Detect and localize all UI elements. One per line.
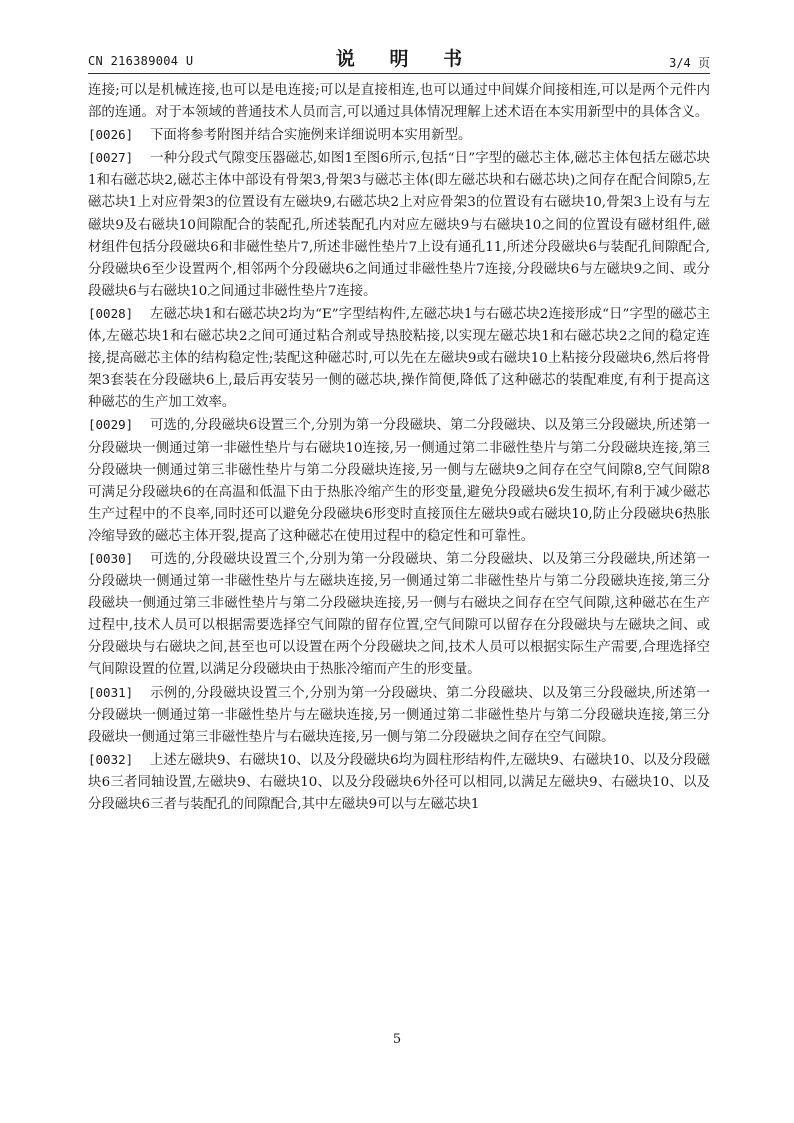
patent-number: CN 216389004 U bbox=[88, 54, 194, 68]
paragraph-0026 bbox=[88, 124, 710, 147]
paragraph-text: 一种分段式气隙变压器磁芯,如图1至图6所示,包括“日”字型的磁芯主体,磁芯主体包括左磁芯块1和右磁芯块2,磁芯主体中部设有骨架3,骨架3与磁芯主体(即左磁芯块和右磁芯块)之间存在配合间隙5,左磁芯块1上对应骨架3的位置设有左磁块9,右磁芯块2上对应骨架3的位置设有右磁块10,骨架3上设有与左磁块9及右磁块10间隙配合的装配孔,所述装配孔内对应左磁块9与右磁块10之间的位置设有磁材组件,磁材组件包括分段磁块6和非磁性垫片7,所述非磁性垫片7上设有通孔11,所述分段磁块6与装配孔间隙配合,分段磁块6至少设置两个,相邻两个分段磁块6之间通过非磁性垫片7连接,分段磁块6与左磁块9之间、或分段磁块6与右磁块10之间通过非磁性垫片7连接。 bbox=[88, 151, 710, 299]
document-body bbox=[88, 80, 710, 816]
paragraph-text: 上述左磁块9、右磁块10、以及分段磁块6均为圆柱形结构件,左磁块9、右磁块10、以及分段磁块6三者同轴设置,左磁块9、右磁块10、以及分段磁块6外径可以相同,以满足左磁块9、右磁块10、以及分段磁块6三者与装配孔的间隙配合,其中左磁块9可以与左磁芯块1 bbox=[88, 752, 710, 812]
paragraph-number: [0028] bbox=[88, 305, 134, 321]
document-title: 说 明 书 bbox=[335, 48, 477, 70]
intro-paragraph: 连接;可以是机械连接,也可以是电连接;可以是直接相连,也可以通过中间媒介间接相连,可以是两个元件内部的连通。对于本领域的普通技术人员而言,可以通过具体情况理解上述术语在本实用新型中的具体含义。 bbox=[88, 83, 710, 121]
paragraph-0031 bbox=[88, 682, 710, 749]
page-header bbox=[88, 44, 710, 72]
paragraph-0028 bbox=[88, 303, 710, 414]
paragraph-text: 可选的,分段磁块6设置三个,分别为第一分段磁块、第二分段磁块、以及第三分段磁块,所述第一分段磁块一侧通过第一非磁性垫片与右磁块10连接,另一侧通过第二非磁性垫片与第二分段磁块连接,第三分段磁块一侧通过第三非磁性垫片与第二分段磁块连接,另一侧与左磁块9之间存在空气间隙8,空气间隙8可满足分段磁块6的在高温和低温下由于热胀冷缩产生的形变量,避免分段磁块6发生损坏,有利于减少磁芯生产过程中的不良率,同时还可以避免分段磁块6形变时直接顶住左磁块9或右磁块10,防止分段磁块6热胀冷缩导致的磁芯主体开裂,提高了这种磁芯在使用过程中的稳定性和可靠性。 bbox=[88, 418, 710, 544]
paragraph-text: 下面将参考附图并结合实施例来详细说明本实用新型。 bbox=[150, 128, 472, 144]
page-number: 5 bbox=[392, 1032, 402, 1047]
header-rule bbox=[88, 73, 710, 74]
paragraph-number: [0027] bbox=[88, 150, 134, 166]
paragraph-0029 bbox=[88, 414, 710, 548]
paragraph-number: [0031] bbox=[88, 684, 134, 700]
paragraph-text: 左磁芯块1和右磁芯块2均为“E”字型结构件,左磁芯块1与右磁芯块2连接形成“日”字型的磁芯主体,左磁芯块1和右磁芯块2之间可通过粘合剂或导热胶粘接,以实现左磁芯块1和右磁芯块2之间的稳定连接,提高磁芯主体的结构稳定性;装配这种磁芯时,可以先在左磁块9或右磁块10上粘接分段磁块6,然后将骨架3套装在分段磁块6上,最后再安装另一侧的磁芯块,操作简便,降低了这种磁芯的装配难度,有利于提高这种磁芯的生产加工效率。 bbox=[88, 306, 710, 411]
paragraph-0030 bbox=[88, 548, 710, 682]
paragraph-0032 bbox=[88, 749, 710, 816]
paragraph-number: [0029] bbox=[88, 417, 134, 433]
page-info: 3/4 页 bbox=[669, 56, 710, 70]
paragraph-number: [0032] bbox=[88, 751, 134, 767]
paragraph-0027 bbox=[88, 147, 710, 303]
paragraph-text: 可选的,分段磁块设置三个,分别为第一分段磁块、第二分段磁块、以及第三分段磁块,所述第一分段磁块一侧通过第一非磁性垫片与左磁块连接,另一侧通过第二非磁性垫片与第二分段磁块连接,第三分段磁块一侧通过第三非磁性垫片与第二分段磁块连接,另一侧与右磁块之间存在空气间隙,这种磁芯在生产过程中,技术人员可以根据需要选择空气间隙的留存位置,空气间隙可以留存在分段磁块与左磁块之间、或分段磁块与右磁块之间,甚至也可以设置在两个分段磁块之间,技术人员可以根据实际生产需要,合理选择空气间隙设置的位置,以满足分段磁块由于热胀冷缩而产生的形变量。 bbox=[88, 551, 710, 678]
paragraph-number: [0026] bbox=[88, 127, 134, 143]
paragraph-text: 示例的,分段磁块设置三个,分别为第一分段磁块、第二分段磁块、以及第三分段磁块,所述第一分段磁块一侧通过第一非磁性垫片与左磁块连接,另一侧通过第二非磁性垫片与第二分段磁块连接,第三分段磁块一侧通过第三非磁性垫片与右磁块连接,另一侧与第二分段磁块之间存在空气间隙。 bbox=[88, 685, 710, 745]
paragraph-number: [0030] bbox=[88, 550, 134, 566]
